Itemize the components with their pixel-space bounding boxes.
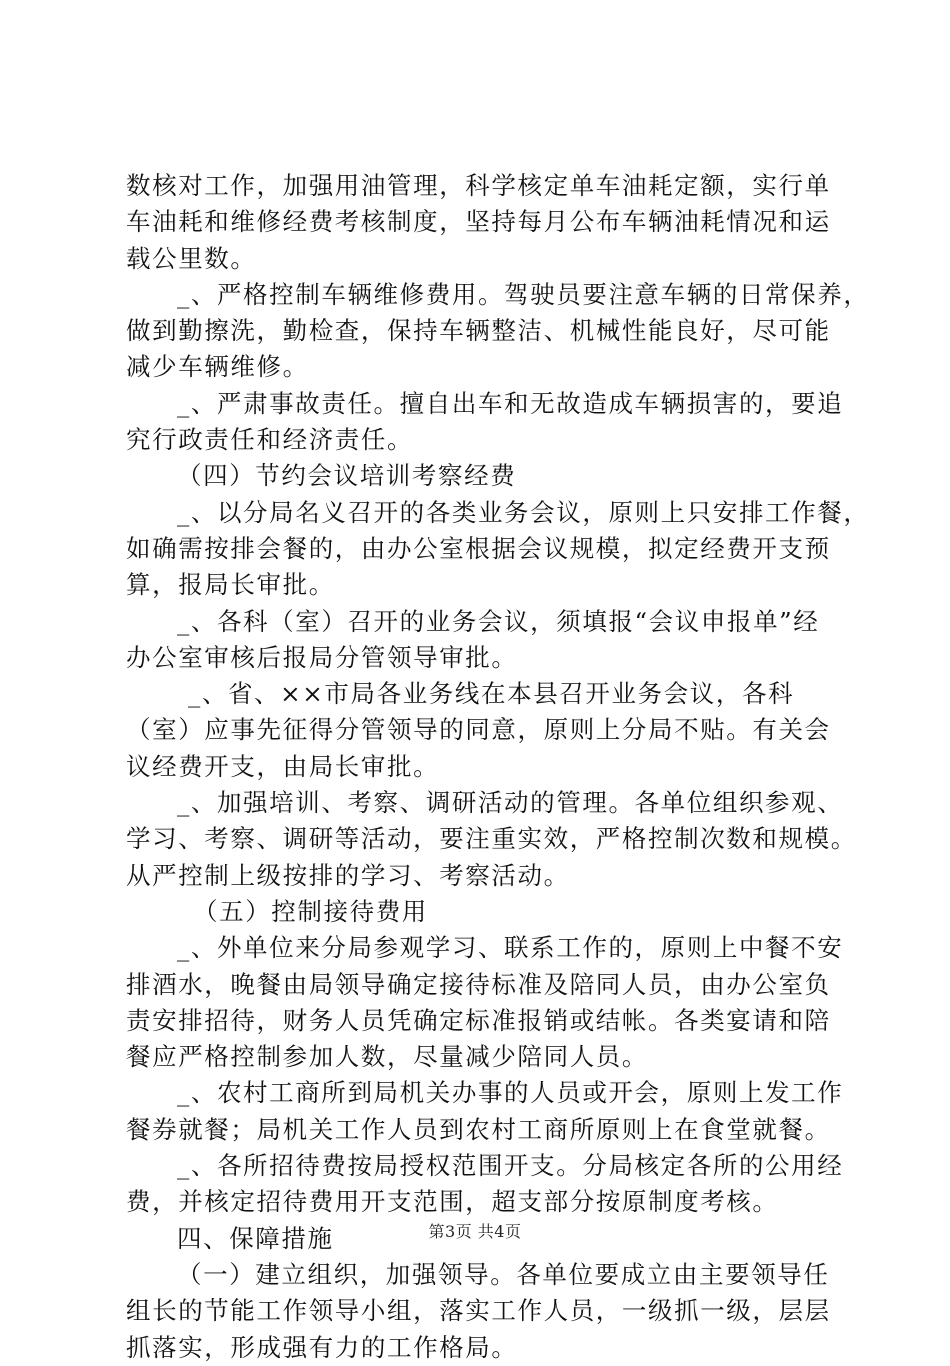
text-line: _、各科（室）召开的业务会议，须填报“会议申报单”经 bbox=[177, 606, 820, 636]
text-line: 减少车辆维修。 bbox=[126, 352, 309, 382]
text-line: 究行政责任和经济责任。 bbox=[126, 425, 414, 455]
text-line: _、以分局名义召开的各类业务会议，原则上只安排工作餐， bbox=[177, 497, 870, 527]
text-line: _、加强培训、考察、调研活动的管理。各单位组织参观、 bbox=[177, 788, 844, 818]
page-footer bbox=[0, 1219, 950, 1242]
text-line: 费，并核定招待费用开支范围，超支部分按原制度考核。 bbox=[126, 1187, 779, 1217]
text-line: _、省、××市局各业务线在本县召开业务会议，各科 bbox=[188, 679, 795, 709]
text-line: 组长的节能工作领导小组，落实工作人员，一级抓一级，层层 bbox=[126, 1296, 831, 1326]
document-body bbox=[126, 168, 870, 1366]
text-line: 如确需按排会餐的，由办公室根据会议规模，拟定经费开支预 bbox=[126, 533, 831, 563]
text-line: 车油耗和维修经费考核制度，坚持每月公布车辆油耗情况和运 bbox=[126, 207, 831, 237]
text-line: 议经费开支，由局长审批。 bbox=[126, 751, 440, 781]
section-heading: （五）控制接待费用 bbox=[193, 896, 428, 926]
text-line: （室）应事先征得分管领导的同意，原则上分局不贴。有关会 bbox=[126, 715, 831, 745]
text-line: 责安排招待，财务人员凭确定标准报销或结帐。各类宴请和陪 bbox=[126, 1005, 831, 1035]
text-line: 算，报局长审批。 bbox=[126, 570, 335, 600]
text-line: 数核对工作，加强用油管理，科学核定单车油耗定额，实行单 bbox=[126, 171, 831, 200]
page-number: 第3页 共4页 bbox=[428, 1222, 522, 1241]
text-line: 载公里数。 bbox=[126, 243, 257, 273]
text-line: _、严格控制车辆维修费用。驾驶员要注意车辆的日常保养， bbox=[177, 279, 870, 309]
text-line: 餐应严格控制参加人数，尽量减少陪同人员。 bbox=[126, 1042, 648, 1072]
text-line: _、农村工商所到局机关办事的人员或开会，原则上发工作 bbox=[177, 1078, 844, 1108]
section-heading: 四、保障措施 bbox=[177, 1223, 334, 1253]
text-line: 做到勤擦洗，勤检查，保持车辆整洁、机械性能良好，尽可能 bbox=[126, 316, 831, 346]
text-line: 抓落实，形成强有力的工作格局。 bbox=[126, 1332, 518, 1362]
text-line: 学习、考察、调研等活动，要注重实效，严格控制次数和规模。 bbox=[126, 824, 857, 854]
text-line: 排酒水，晚餐由局领导确定接待标准及陪同人员，由办公室负 bbox=[126, 969, 831, 999]
section-heading: （四）节约会议培训考察经费 bbox=[177, 461, 517, 491]
text-line: 餐券就餐；局机关工作人员到农村工商所原则上在食堂就餐。 bbox=[126, 1114, 831, 1144]
text-line: _、各所招待费按局授权范围开支。分局核定各所的公用经 bbox=[177, 1151, 844, 1181]
text-line: （一）建立组织，加强领导。各单位要成立由主要领导任 bbox=[177, 1259, 830, 1289]
text-line: 办公室审核后报局分管领导审批。 bbox=[126, 642, 518, 672]
text-line: _、外单位来分局参观学习、联系工作的，原则上中餐不安 bbox=[177, 933, 844, 963]
text-line: _、严肃事故责任。擅自出车和无故造成车辆损害的，要追 bbox=[177, 388, 844, 418]
text-line: 从严控制上级按排的学习、考察活动。 bbox=[126, 860, 570, 890]
